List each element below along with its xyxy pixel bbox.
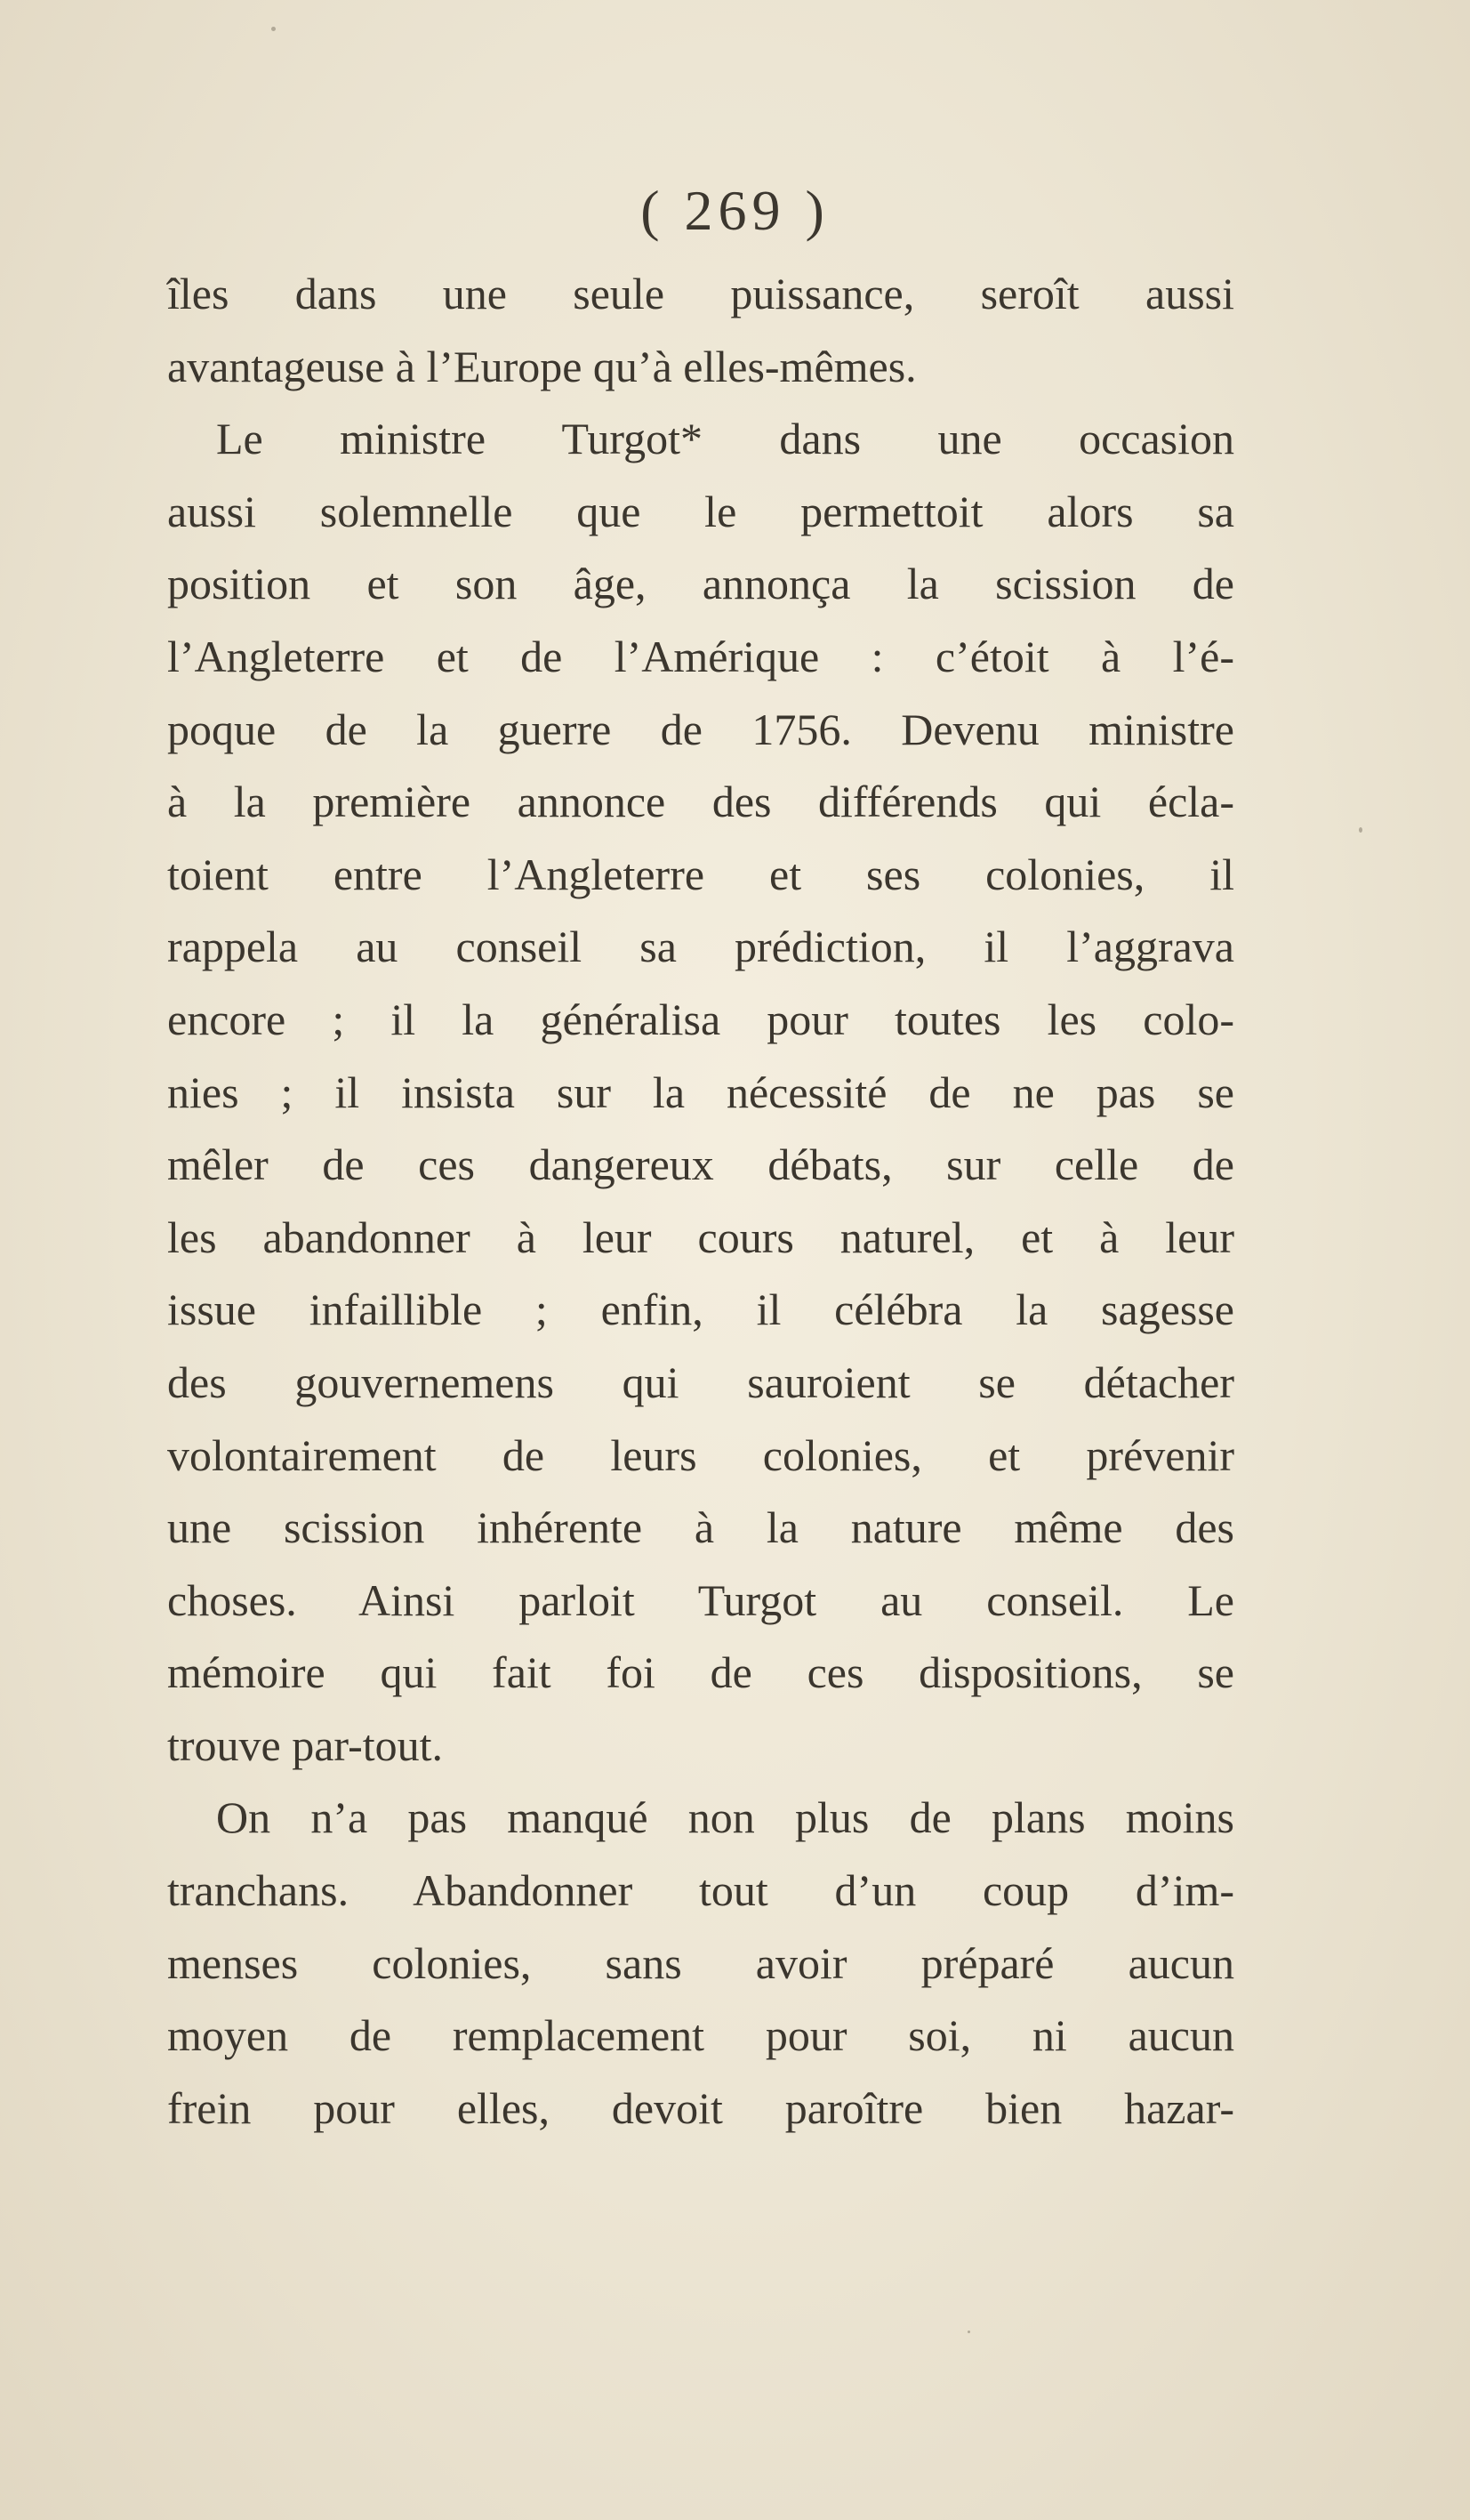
text-line: îles dans une seule puissance, seroît aussi (167, 269, 1234, 318)
text-line: mémoire qui fait foi de ces dispositions, se (167, 1647, 1234, 1698)
text-line: à la première annonce des différends qui écla- (167, 777, 1234, 827)
text-line: frein pour elles, devoit paroître bien hazar- (167, 2082, 1234, 2133)
text-line: encore ; il la généralisa pour toutes les colo- (167, 994, 1234, 1044)
text-line: toient entre l’Angleterre et ses colonies, il (167, 849, 1234, 899)
text-line: On n’a pas manqué non plus de plans moins (216, 1792, 1234, 1843)
text-line: les abandonner à leur cours naturel, et à leur (167, 1212, 1234, 1262)
paper-speck (271, 27, 276, 31)
text-line: moyen de remplacement pour soi, ni aucun (167, 2010, 1234, 2061)
text-line: issue infaillible ; enfin, il célébra la sagesse (167, 1284, 1234, 1335)
text-line: mêler de ces dangereux débats, sur celle de (167, 1139, 1234, 1190)
page-number: ( 269 ) (640, 179, 830, 242)
text-line: poque de la guerre de 1756. Devenu ministre (167, 704, 1234, 754)
text-line: des gouvernemens qui sauroient se détacher (167, 1357, 1234, 1407)
text-line: position et son âge, annonça la scission de (167, 559, 1234, 609)
text-line: nies ; il insista sur la nécessité de ne pas se (167, 1067, 1234, 1117)
text-line: l’Angleterre et de l’Amérique : c’étoit à l’é- (167, 631, 1234, 681)
text-line: choses. Ainsi parloit Turgot au conseil. Le (167, 1574, 1234, 1625)
body-text (167, 258, 1234, 2145)
text-line: menses colonies, sans avoir préparé aucun (167, 1937, 1234, 1988)
text-line: avantageuse à l’Europe qu’à elles-mêmes. (167, 341, 917, 391)
text-line: tranchans. Abandonner tout d’un coup d’im- (167, 1865, 1234, 1916)
text-line: Le ministre Turgot* dans une occasion (216, 414, 1234, 464)
text-line: une scission inhérente à la nature même des (167, 1502, 1234, 1553)
text-line: rappela au conseil sa prédiction, il l’aggrava (167, 922, 1234, 972)
text-line: trouve par-tout. (167, 1719, 444, 1770)
text-line: volontairement de leurs colonies, et prévenir (167, 1429, 1234, 1480)
text-line: aussi solemnelle que le permettoit alors sa (167, 486, 1234, 536)
paper-speck (1359, 827, 1362, 833)
paper-speck (968, 2331, 970, 2333)
